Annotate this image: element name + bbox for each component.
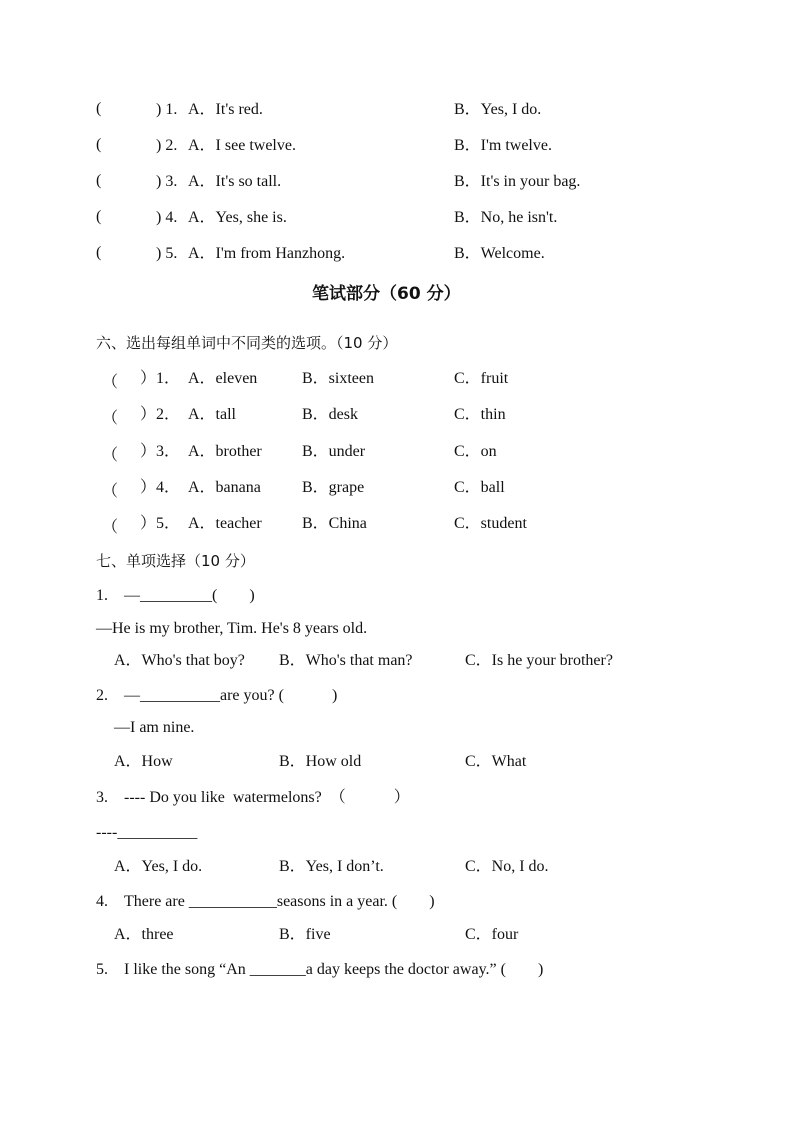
option-a: A．eleven (188, 370, 258, 387)
option-b: B．Welcome. (454, 245, 545, 262)
option-c: C．student (454, 515, 527, 532)
option-c: C．No, I do. (465, 858, 549, 875)
option-c: C．What (465, 753, 527, 770)
option-b: B．desk (302, 406, 359, 423)
option-b: B．I'm twelve. (454, 137, 552, 154)
answer-paren-open: （ (102, 483, 119, 500)
option-c: C．ball (454, 479, 505, 496)
option-a: A．banana (188, 479, 261, 496)
answer-paren-open: （ (102, 374, 119, 391)
option-a: A．brother (188, 443, 262, 460)
answer-paren-open: ( (96, 172, 102, 189)
option-a: A．teacher (188, 515, 262, 532)
question-stem: 4. There are ___________seasons in a year. ( ) (96, 893, 435, 910)
option-b: B．It's in your bag. (454, 173, 581, 190)
question-stem: 1. —_________( ) (96, 587, 255, 604)
option-a: A．Yes, she is. (188, 209, 287, 226)
option-c: C．Is he your brother? (465, 652, 613, 669)
answer-paren-open: ( (96, 208, 102, 225)
section-seven-heading: 七、单项选择（10 分） (96, 552, 255, 570)
item-number: ) 1. (156, 101, 178, 118)
option-b: B．Who's that man? (279, 652, 413, 669)
item-number: ）5． (140, 515, 181, 532)
option-a: A．I'm from Hanzhong. (188, 245, 346, 262)
option-b: B．five (279, 926, 331, 943)
option-c: C．thin (454, 406, 506, 423)
option-a: A．How (114, 753, 173, 770)
question-stem: 3. ---- Do you like watermelons? （ ） (96, 789, 410, 806)
answer-paren-open: （ (102, 519, 119, 536)
question-stem: 5. I like the song “An _______a day keeps the doctor away.” ( ) (96, 961, 544, 978)
item-number: ) 2. (156, 137, 178, 154)
option-b: B．Yes, I don’t. (279, 858, 384, 875)
option-c: C．on (454, 443, 497, 460)
section-six-heading: 六、选出每组单词中不同类的选项。（10 分） (96, 334, 398, 352)
option-a: A．Who's that boy? (114, 652, 245, 669)
item-number: ）3． (140, 443, 181, 460)
option-b: B．No, he isn't. (454, 209, 558, 226)
option-a: A．It's red. (188, 101, 263, 118)
answer-paren-open: ( (96, 136, 102, 153)
option-a: A．Yes, I do. (114, 858, 203, 875)
answer-paren-open: （ (102, 447, 119, 464)
option-b: B．China (302, 515, 367, 532)
answer-paren-open: （ (102, 410, 119, 427)
question-stem: 2. —__________are you? ( ) (96, 687, 338, 704)
option-c: C．fruit (454, 370, 509, 387)
answer-paren-open: ( (96, 100, 102, 117)
written-part-title: 笔试部分（60 分） (312, 284, 461, 304)
option-b: B．grape (302, 479, 365, 496)
answer-paren-open: ( (96, 244, 102, 261)
item-number: ) 4. (156, 209, 178, 226)
question-reply: —I am nine. (114, 719, 195, 736)
option-b: B．How old (279, 753, 362, 770)
item-number: ）2． (140, 406, 181, 423)
item-number: ）1． (140, 370, 181, 387)
option-b: B．Yes, I do. (454, 101, 542, 118)
option-b: B．under (302, 443, 366, 460)
item-number: ) 3. (156, 173, 178, 190)
item-number: ）4． (140, 479, 181, 496)
question-reply: ----__________ (96, 824, 198, 841)
question-reply: —He is my brother, Tim. He's 8 years old. (96, 620, 368, 637)
option-a: A．three (114, 926, 174, 943)
option-b: B．sixteen (302, 370, 374, 387)
option-c: C．four (465, 926, 519, 943)
option-a: A．tall (188, 406, 236, 423)
item-number: ) 5. (156, 245, 178, 262)
option-a: A．I see twelve. (188, 137, 296, 154)
option-a: A．It's so tall. (188, 173, 282, 190)
